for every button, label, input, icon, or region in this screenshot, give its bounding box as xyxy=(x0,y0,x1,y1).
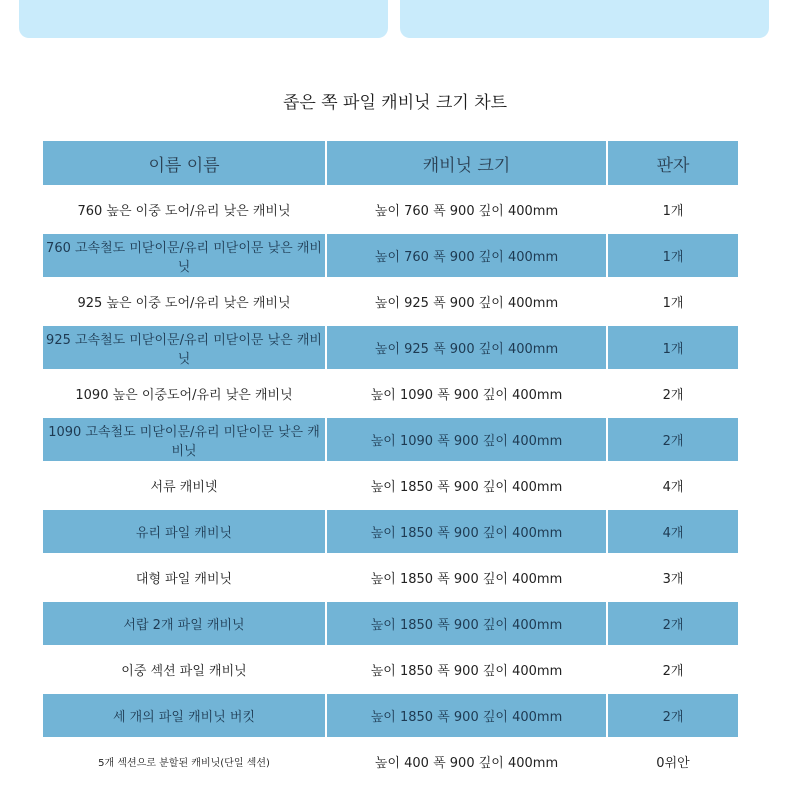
row-name: 1090 고속철도 미닫이문/유리 미닫이문 낮은 캐비닛 xyxy=(43,418,325,461)
row-box: 2개 xyxy=(608,694,738,737)
row-name: 760 높은 이중 도어/유리 낮은 캐비닛 xyxy=(77,204,291,219)
row-name: 세 개의 파일 캐비닛 버킷 xyxy=(43,694,325,737)
row-size: 높이 1850 폭 900 깊이 400mm xyxy=(327,602,606,645)
row-size: 높이 760 폭 900 깊이 400mm xyxy=(327,234,606,277)
table-row xyxy=(43,326,738,369)
row-box: 1개 xyxy=(662,296,684,311)
size-chart-table xyxy=(41,138,740,786)
header-name: 이름 이름 xyxy=(43,141,325,185)
row-box: 4개 xyxy=(608,510,738,553)
row-box: 2개 xyxy=(608,418,738,461)
header-box: 판자 xyxy=(608,141,738,185)
top-banner-right xyxy=(400,0,769,38)
row-name: 925 고속철도 미닫이문/유리 미닫이문 낮은 캐비닛 xyxy=(43,326,325,369)
row-box: 3개 xyxy=(662,572,684,587)
table-row xyxy=(43,372,738,415)
table-row xyxy=(43,280,738,323)
row-size: 높이 925 폭 900 깊이 400mm xyxy=(327,326,606,369)
row-size: 높이 760 폭 900 깊이 400mm xyxy=(374,204,559,219)
row-size: 높이 1850 폭 900 깊이 400mm xyxy=(370,572,563,587)
row-name: 925 높은 이중 도어/유리 낮은 캐비닛 xyxy=(77,296,291,311)
table-row xyxy=(43,648,738,691)
row-size: 높이 1850 폭 900 깊이 400mm xyxy=(370,480,563,495)
row-name: 1090 높은 이중도어/유리 낮은 캐비닛 xyxy=(75,388,293,403)
row-name: 서랍 2개 파일 캐비닛 xyxy=(43,602,325,645)
row-size: 높이 1850 폭 900 깊이 400mm xyxy=(327,694,606,737)
row-box: 1개 xyxy=(608,234,738,277)
table-row xyxy=(43,188,738,231)
row-box: 1개 xyxy=(608,326,738,369)
row-size: 높이 1850 폭 900 깊이 400mm xyxy=(327,510,606,553)
row-size: 높이 925 폭 900 깊이 400mm xyxy=(374,296,559,311)
row-size: 높이 1090 폭 900 깊이 400mm xyxy=(327,418,606,461)
row-name: 대형 파일 캐비닛 xyxy=(135,572,233,587)
row-box: 2개 xyxy=(662,388,684,403)
table-row xyxy=(43,694,738,737)
table-row xyxy=(43,234,738,277)
row-size: 높이 1850 폭 900 깊이 400mm xyxy=(370,664,563,679)
top-banner-left xyxy=(19,0,388,38)
table-row xyxy=(43,556,738,599)
row-box: 4개 xyxy=(662,480,684,495)
table-row xyxy=(43,740,738,783)
row-size: 높이 1090 폭 900 깊이 400mm xyxy=(370,388,563,403)
row-box: 0위안 xyxy=(656,756,690,771)
row-box: 2개 xyxy=(608,602,738,645)
row-box: 2개 xyxy=(662,664,684,679)
row-name: 760 고속철도 미닫이문/유리 미닫이문 낮은 캐비닛 xyxy=(43,234,325,277)
table-header-row xyxy=(43,141,738,185)
row-box: 1개 xyxy=(662,204,684,219)
row-size: 높이 400 폭 900 깊이 400mm xyxy=(374,756,559,771)
row-name: 이중 섹션 파일 캐비닛 xyxy=(121,664,247,679)
row-name: 유리 파일 캐비닛 xyxy=(43,510,325,553)
table-row xyxy=(43,418,738,461)
row-name: 서류 캐비넷 xyxy=(150,480,218,495)
chart-title: 좁은 쪽 파일 캐비닛 크기 차트 xyxy=(282,93,508,113)
table-row xyxy=(43,510,738,553)
header-size: 캐비닛 크기 xyxy=(327,141,606,185)
row-name: 5개 섹션으로 분할된 캐비닛(단일 섹션) xyxy=(98,758,270,769)
table-row xyxy=(43,602,738,645)
table-row xyxy=(43,464,738,507)
